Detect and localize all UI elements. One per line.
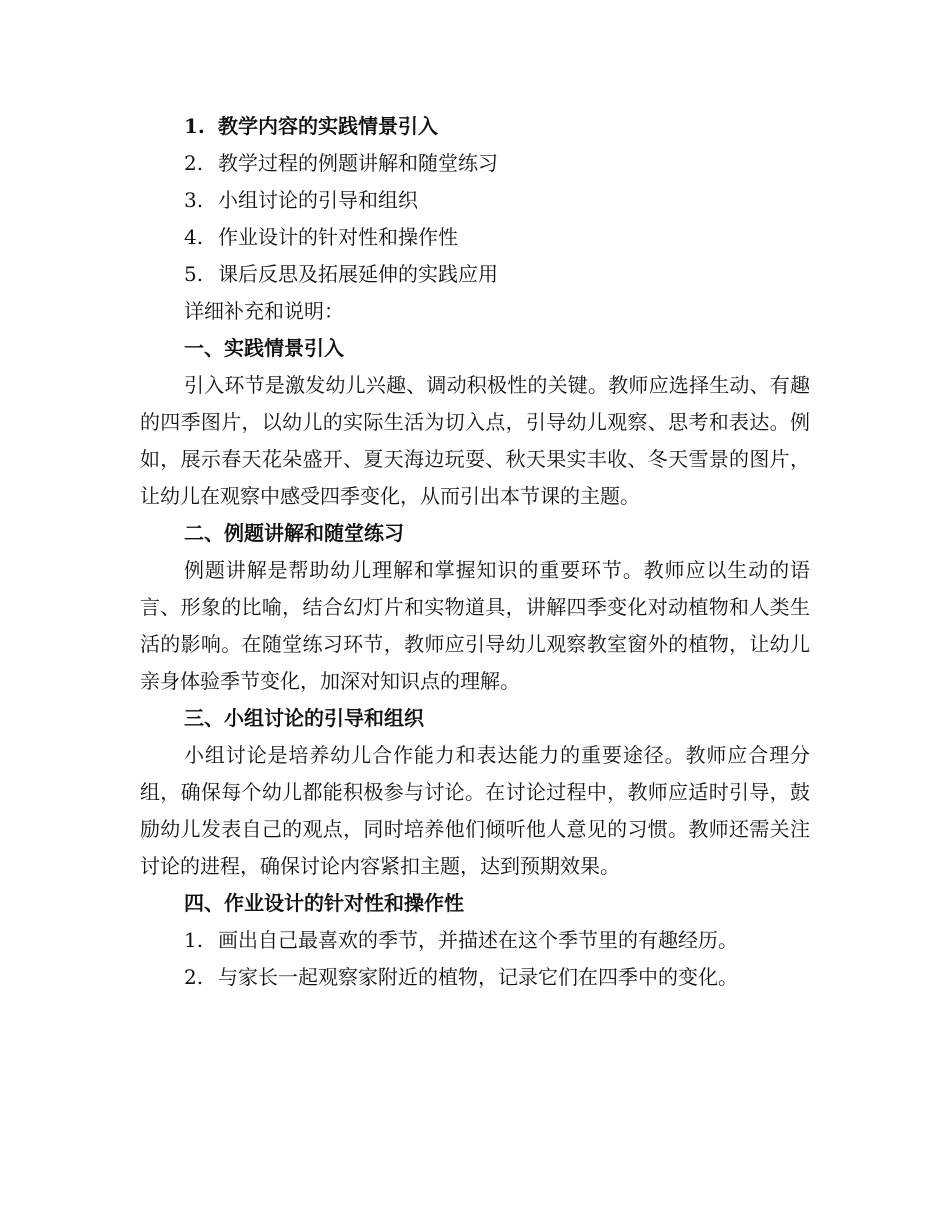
outline-item-3: 3. 小组讨论的引导和组织: [184, 188, 418, 212]
homework-item-1: 1. 画出自己最喜欢的季节，并描述在这个季节里的有趣经历。: [184, 928, 738, 952]
outline-item-text: 教学内容的实践情景引入: [218, 114, 438, 138]
outline-item-5: 5. 课后反思及拓展延伸的实践应用: [184, 262, 498, 286]
intro-label: 详细补充和说明：: [184, 299, 344, 323]
section-heading-4: 四、作业设计的针对性和操作性: [184, 891, 464, 915]
outline-item-2: 2. 教学过程的例题讲解和随堂练习: [184, 151, 498, 175]
homework-item-text: 与家长一起观察家附近的植物，记录它们在四季中的变化。: [218, 965, 738, 989]
outline-item-text: 教学过程的例题讲解和随堂练习: [218, 151, 498, 175]
homework-item-2: 2. 与家长一起观察家附近的植物，记录它们在四季中的变化。: [184, 965, 738, 989]
document-body: [140, 108, 810, 996]
outline-item-1: 1. 教学内容的实践情景引入: [184, 114, 438, 138]
homework-item-text: 画出自己最喜欢的季节，并描述在这个季节里的有趣经历。: [218, 928, 738, 952]
section-body-3: 小组讨论是培养幼儿合作能力和表达能力的重要途径。教师应合理分组，确保每个幼儿都能积极参与讨论。在讨论过程中，教师应适时引导，鼓励幼儿发表自己的观点，同时培养他们倾听他人意见的习惯。教师还需关注讨论的进程，确保讨论内容紧扣主题，达到预期效果。: [140, 743, 810, 878]
outline-item-text: 小组讨论的引导和组织: [218, 188, 418, 212]
section-heading-2: 二、例题讲解和随堂练习: [184, 521, 404, 545]
outline-item-text: 作业设计的针对性和操作性: [218, 225, 458, 249]
outline-item-text: 课后反思及拓展延伸的实践应用: [218, 262, 498, 286]
section-heading-3: 三、小组讨论的引导和组织: [184, 706, 424, 730]
outline-item-4: 4. 作业设计的针对性和操作性: [184, 225, 458, 249]
section-body-2: 例题讲解是帮助幼儿理解和掌握知识的重要环节。教师应以生动的语言、形象的比喻，结合幻灯片和实物道具，讲解四季变化对动植物和人类生活的影响。在随堂练习环节，教师应引导幼儿观察教室窗外的植物，让幼儿亲身体验季节变化，加深对知识点的理解。: [140, 558, 810, 693]
section-heading-1: 一、实践情景引入: [184, 336, 344, 360]
section-body-1: 引入环节是激发幼儿兴趣、调动积极性的关键。教师应选择生动、有趣的四季图片，以幼儿的实际生活为切入点，引导幼儿观察、思考和表达。例如，展示春天花朵盛开、夏天海边玩耍、秋天果实丰收、冬天雪景的图片，让幼儿在观察中感受四季变化，从而引出本节课的主题。: [140, 373, 810, 508]
